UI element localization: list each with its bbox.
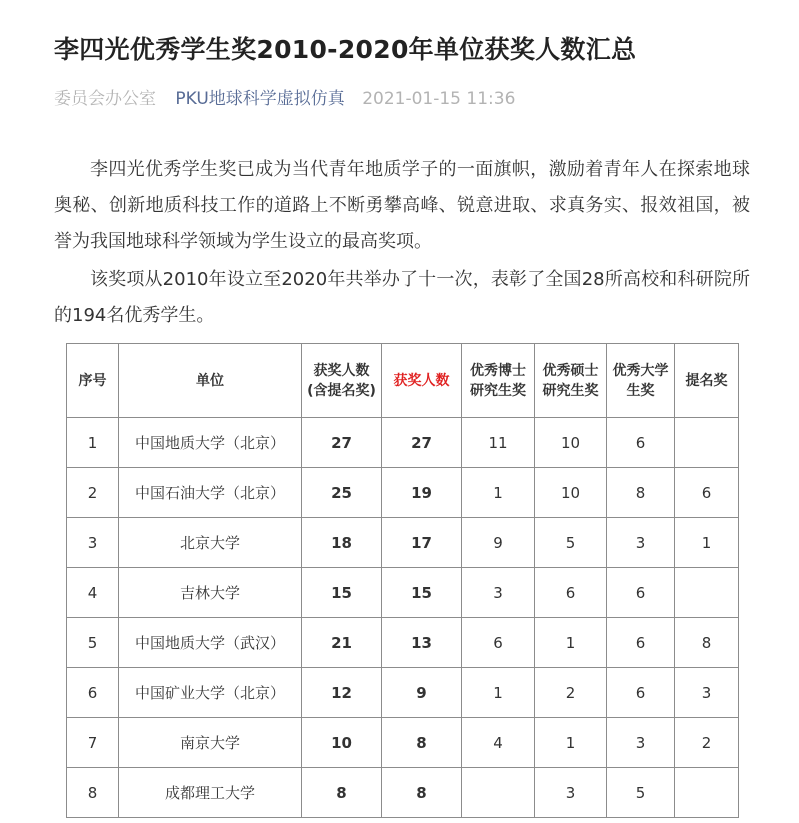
cell-unit: 中国地质大学（武汉） [119, 618, 302, 668]
cell-nominee: 6 [675, 468, 739, 518]
cell-nominee [675, 768, 739, 818]
header-total-line1: 获奖人数 [313, 362, 370, 379]
article-title: 李四光优秀学生奖2010-2020年单位获奖人数汇总 [54, 35, 637, 64]
cell-unit: 中国地质大学（北京） [119, 418, 302, 468]
cell-seq: 1 [67, 418, 119, 468]
cell-winners: 17 [382, 518, 462, 568]
cell-phd: 9 [462, 518, 535, 568]
cell-phd [462, 768, 535, 818]
cell-total: 10 [302, 718, 382, 768]
cell-unit: 南京大学 [119, 718, 302, 768]
table-header-row [67, 344, 739, 418]
article-meta [54, 86, 515, 112]
cell-phd: 1 [462, 668, 535, 718]
header-winners-label: 获奖人数 [393, 372, 450, 389]
cell-nominee: 8 [675, 618, 739, 668]
table-row [67, 768, 739, 818]
cell-winners: 8 [382, 768, 462, 818]
cell-undergrad: 3 [607, 718, 675, 768]
header-master [535, 344, 607, 418]
cell-total: 15 [302, 568, 382, 618]
header-undergrad [607, 344, 675, 418]
cell-master: 6 [535, 568, 607, 618]
cell-master: 3 [535, 768, 607, 818]
cell-master: 1 [535, 718, 607, 768]
cell-phd: 11 [462, 418, 535, 468]
cell-undergrad: 6 [607, 618, 675, 668]
cell-undergrad: 6 [607, 568, 675, 618]
header-undergrad-line1: 优秀大学 [612, 362, 669, 379]
cell-unit: 成都理工大学 [119, 768, 302, 818]
paragraph-intro: 李四光优秀学生奖已成为当代青年地质学子的一面旗帜，激励着青年人在探索地球奥秘、创新地质科技工作的道路上不断勇攀高峰、锐意进取、求真务实、报效祖国，被誉为我国地球科学领域为学生设立的最高奖项。 [54, 159, 750, 252]
cell-master: 10 [535, 418, 607, 468]
table-row [67, 668, 739, 718]
header-winners [382, 344, 462, 418]
cell-undergrad: 6 [607, 418, 675, 468]
header-undergrad-line2: 生奖 [626, 382, 655, 399]
header-nominee [675, 344, 739, 418]
cell-nominee [675, 418, 739, 468]
paragraph-summary: 该奖项从2010年设立至2020年共举办了十一次，表彰了全国28所高校和科研院所的194名优秀学生。 [54, 269, 750, 326]
publish-time: 2021-01-15 11:36 [362, 89, 516, 109]
cell-undergrad: 8 [607, 468, 675, 518]
cell-nominee [675, 568, 739, 618]
cell-unit: 中国石油大学（北京） [119, 468, 302, 518]
table-row [67, 718, 739, 768]
header-unit-label: 单位 [196, 372, 224, 389]
cell-seq: 6 [67, 668, 119, 718]
account-name-link[interactable]: PKU地球科学虚拟仿真 [175, 89, 345, 109]
cell-winners: 19 [382, 468, 462, 518]
header-unit [119, 344, 302, 418]
cell-winners: 8 [382, 718, 462, 768]
author-org: 委员会办公室 [54, 89, 156, 109]
cell-seq: 8 [67, 768, 119, 818]
cell-phd: 3 [462, 568, 535, 618]
cell-undergrad: 3 [607, 518, 675, 568]
cell-nominee: 3 [675, 668, 739, 718]
cell-winners: 9 [382, 668, 462, 718]
header-total [302, 344, 382, 418]
table-row [67, 618, 739, 668]
cell-total: 27 [302, 418, 382, 468]
cell-unit: 中国矿业大学（北京） [119, 668, 302, 718]
header-master-line2: 研究生奖 [542, 382, 599, 399]
cell-master: 2 [535, 668, 607, 718]
cell-nominee: 1 [675, 518, 739, 568]
cell-seq: 5 [67, 618, 119, 668]
cell-master: 10 [535, 468, 607, 518]
table-row [67, 568, 739, 618]
cell-seq: 3 [67, 518, 119, 568]
table-row [67, 418, 739, 468]
cell-winners: 13 [382, 618, 462, 668]
header-phd [462, 344, 535, 418]
cell-phd: 4 [462, 718, 535, 768]
table-row [67, 468, 739, 518]
cell-total: 21 [302, 618, 382, 668]
cell-master: 1 [535, 618, 607, 668]
cell-unit: 北京大学 [119, 518, 302, 568]
table-row [67, 518, 739, 568]
cell-nominee: 2 [675, 718, 739, 768]
cell-master: 5 [535, 518, 607, 568]
awards-table [66, 343, 739, 818]
cell-seq: 7 [67, 718, 119, 768]
header-phd-line1: 优秀博士 [470, 362, 526, 379]
header-total-line2: (含提名奖) [307, 382, 376, 399]
cell-unit: 吉林大学 [119, 568, 302, 618]
cell-total: 18 [302, 518, 382, 568]
cell-undergrad: 6 [607, 668, 675, 718]
cell-winners: 27 [382, 418, 462, 468]
header-nominee-label: 提名奖 [685, 372, 728, 389]
header-seq [67, 344, 119, 418]
cell-phd: 1 [462, 468, 535, 518]
cell-seq: 2 [67, 468, 119, 518]
cell-phd: 6 [462, 618, 535, 668]
header-phd-line2: 研究生奖 [470, 382, 526, 399]
cell-undergrad: 5 [607, 768, 675, 818]
cell-total: 8 [302, 768, 382, 818]
cell-total: 12 [302, 668, 382, 718]
header-master-line1: 优秀硕士 [542, 362, 599, 379]
cell-winners: 15 [382, 568, 462, 618]
cell-seq: 4 [67, 568, 119, 618]
header-seq-label: 序号 [78, 372, 107, 389]
cell-total: 25 [302, 468, 382, 518]
